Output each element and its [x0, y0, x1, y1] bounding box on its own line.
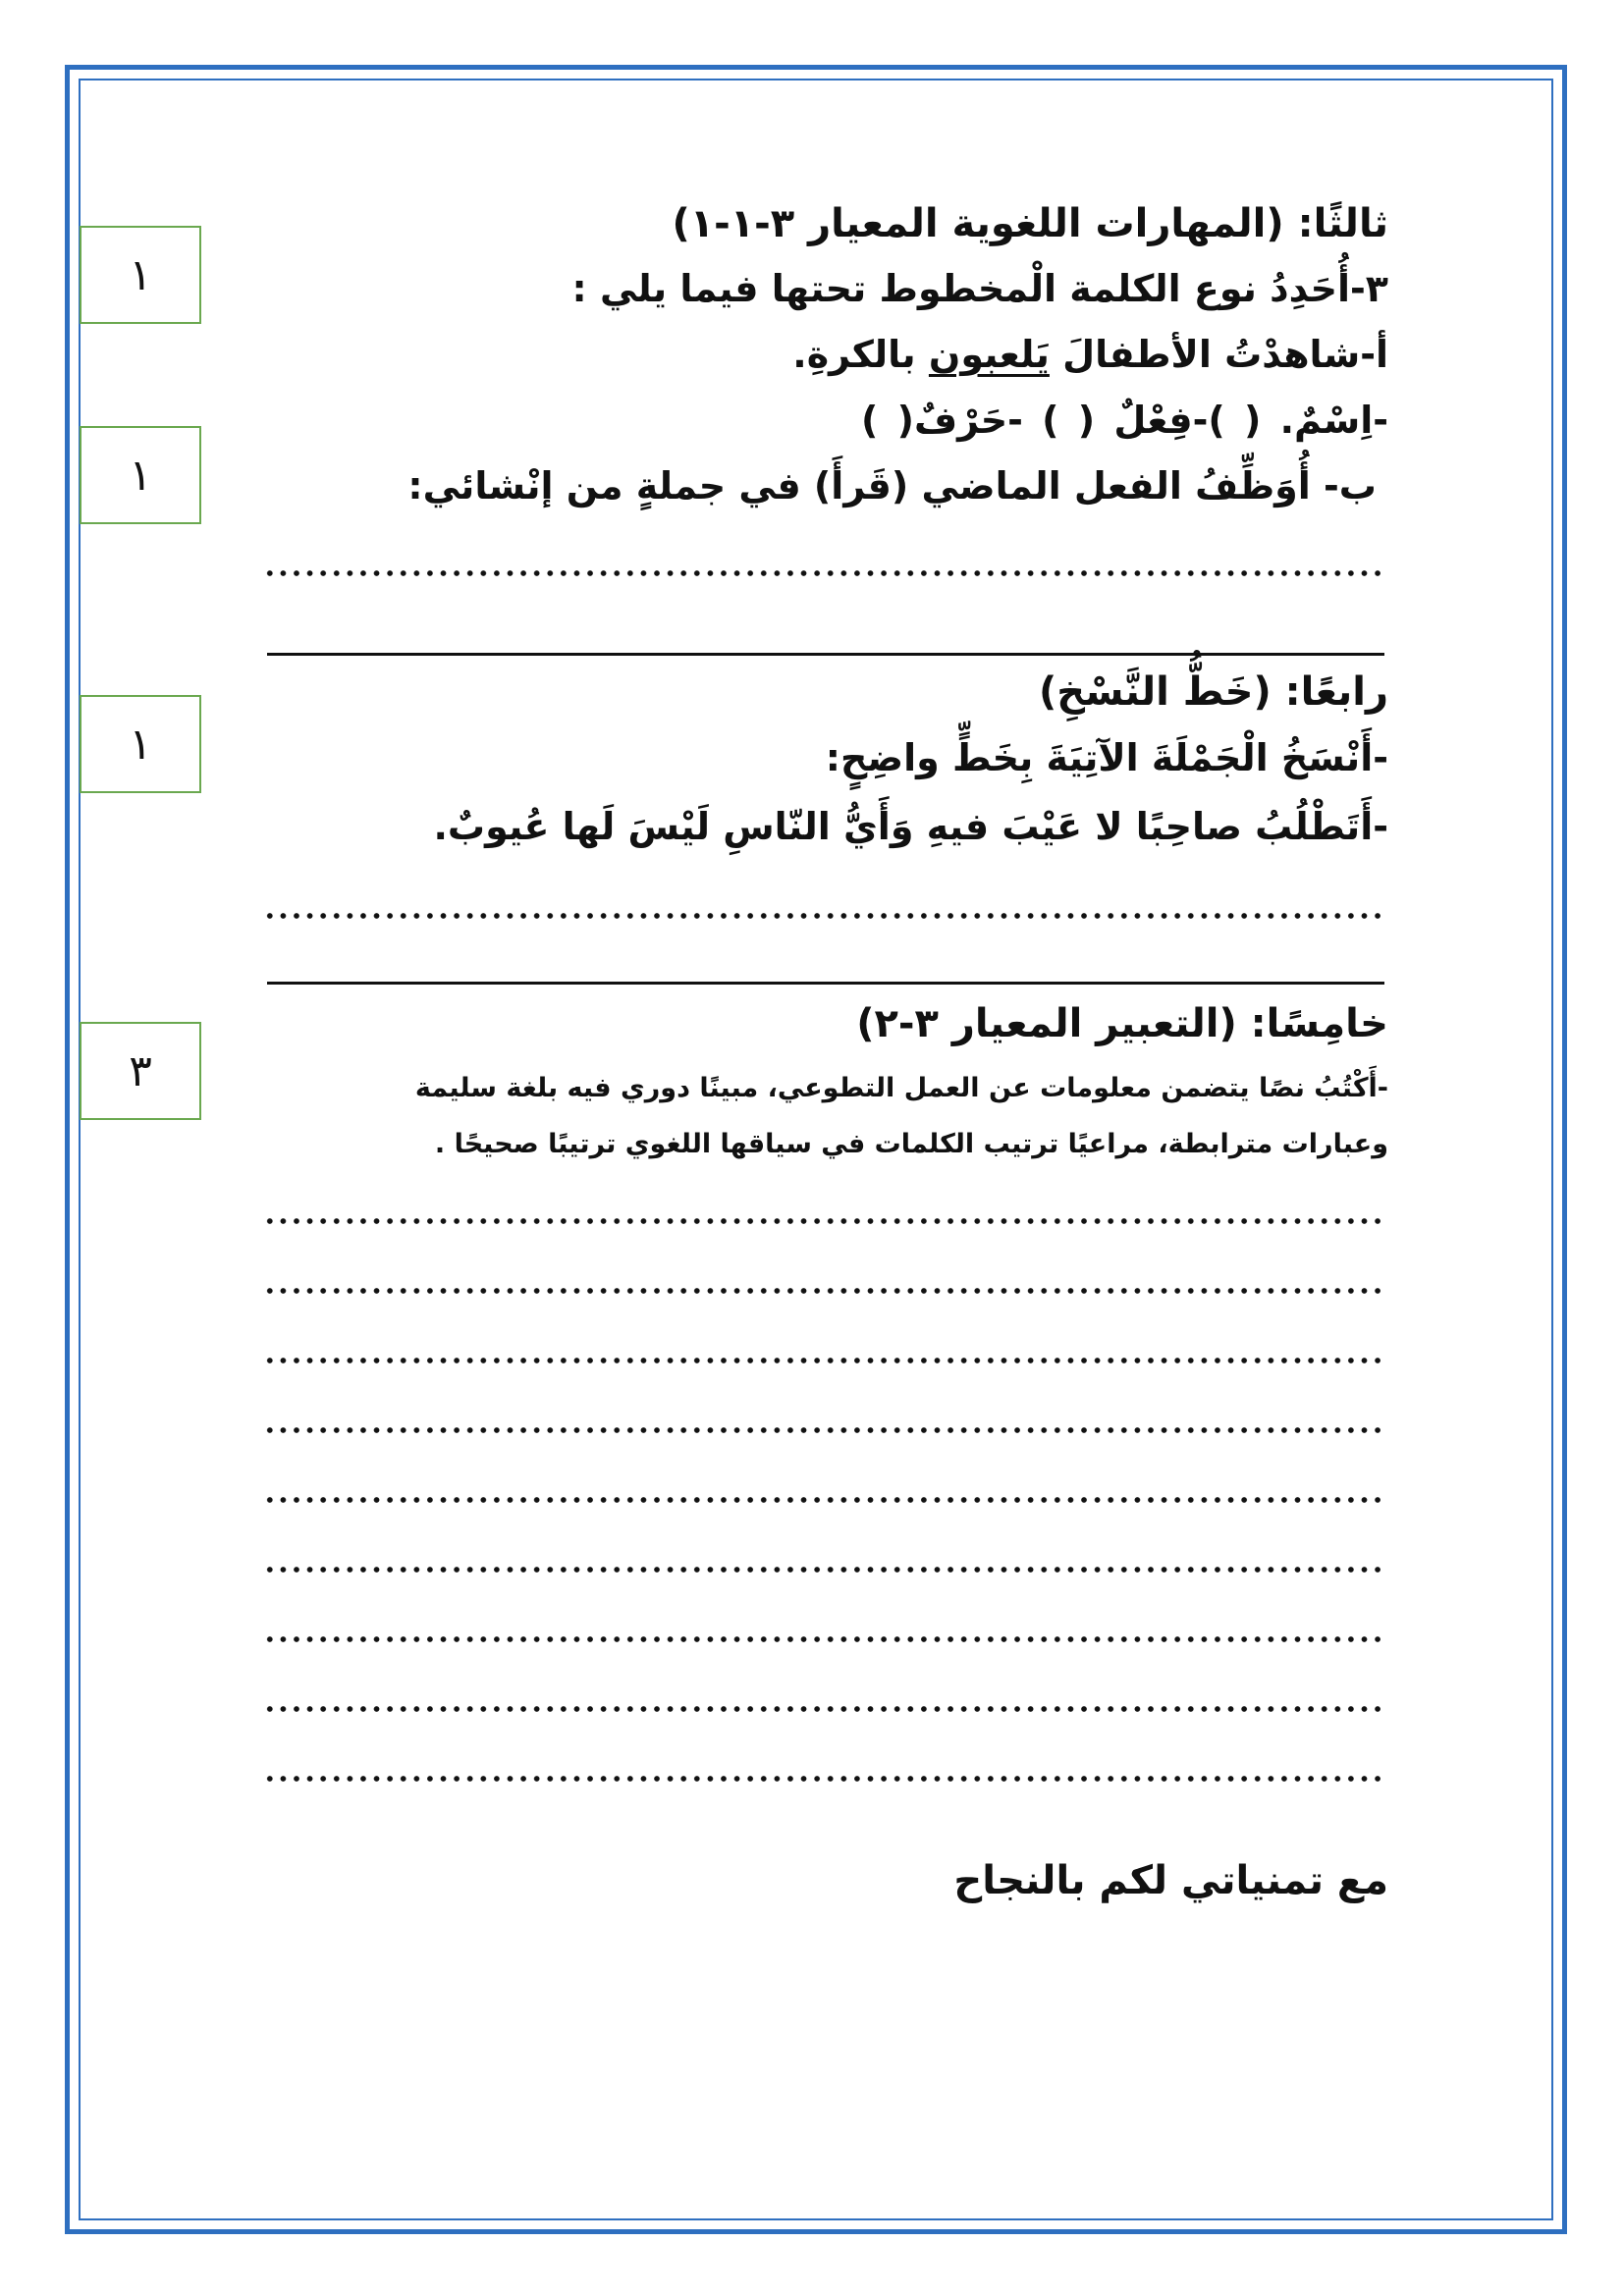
answer-line[interactable] — [263, 1553, 1386, 1586]
section3-heading: ثالثًا: (المهارات اللغوية المعيار ٣-١-١) — [672, 201, 1388, 246]
section3-sentence-a — [792, 333, 1388, 376]
sentence-a-end: بالكرةِ. — [792, 333, 929, 376]
section4-sentence: -أَتَطْلُبُ صاحِبًا لا عَيْبَ فيهِ وَأَيُّ النّاسِ لَيْسَ لَها عُيوبٌ. — [433, 805, 1388, 848]
section5-prompt-line2: وعبارات مترابطة، مراعيًا ترتيب الكلمات في سياقها اللغوي ترتيبًا صحيحًا . — [434, 1129, 1388, 1159]
answer-line[interactable] — [263, 1623, 1386, 1656]
section3-options[interactable]: -اِسْمٌ. ( )-فِعْلٌ ( ) -حَرْفٌ( ) — [861, 399, 1388, 442]
section-divider-2 — [267, 982, 1384, 985]
section3-question-b: ب- أُوَظِّفُ الفعل الماضي (قَرأَ) في جملةٍ من إنْشائي: — [407, 464, 1377, 507]
score-box-section5: ٣ — [80, 1022, 201, 1120]
score-box-section4: ١ — [80, 695, 201, 793]
answer-line[interactable] — [263, 1344, 1386, 1377]
section3-question: ٣-أُحَدِدُ نوع الكلمة الْمخطوط تحتها فيما يلي : — [571, 267, 1388, 310]
closing-wish: مع تمنياتي لكم بالنجاح — [953, 1858, 1388, 1903]
score-box-section3-a: ١ — [80, 226, 201, 324]
section5-prompt-line1: -أَكْتُبُ نصًا يتضمن معلومات عن العمل التطوعي، مبينًا دوري فيه بلغة سليمة — [414, 1073, 1388, 1103]
answer-line[interactable] — [263, 1204, 1386, 1238]
answer-line-section4[interactable] — [263, 899, 1386, 933]
answer-line[interactable] — [263, 1692, 1386, 1726]
answer-line[interactable] — [263, 1414, 1386, 1447]
section-divider-1 — [267, 653, 1384, 656]
section4-heading: رابعًا: (خَطُّ النَّسْخِ) — [1038, 669, 1388, 715]
sentence-a-start: أ-شاهدْتُ الأطفالَ — [1049, 333, 1388, 376]
answer-line[interactable] — [263, 1483, 1386, 1517]
answer-line[interactable] — [263, 1274, 1386, 1308]
score-box-section3-b: ١ — [80, 426, 201, 524]
answer-line[interactable] — [263, 1762, 1386, 1795]
sentence-a-underlined-word: يَلعبون — [928, 333, 1050, 376]
section4-instruction: -أَنْسَخُ الْجَمْلَةَ الآتِيَةَ بِخَطٍّ واضِحٍ: — [825, 736, 1388, 779]
answer-line-section3-b[interactable] — [263, 557, 1386, 590]
section5-heading: خامِسًا: (التعبير المعيار ٣-٢) — [856, 1001, 1388, 1046]
